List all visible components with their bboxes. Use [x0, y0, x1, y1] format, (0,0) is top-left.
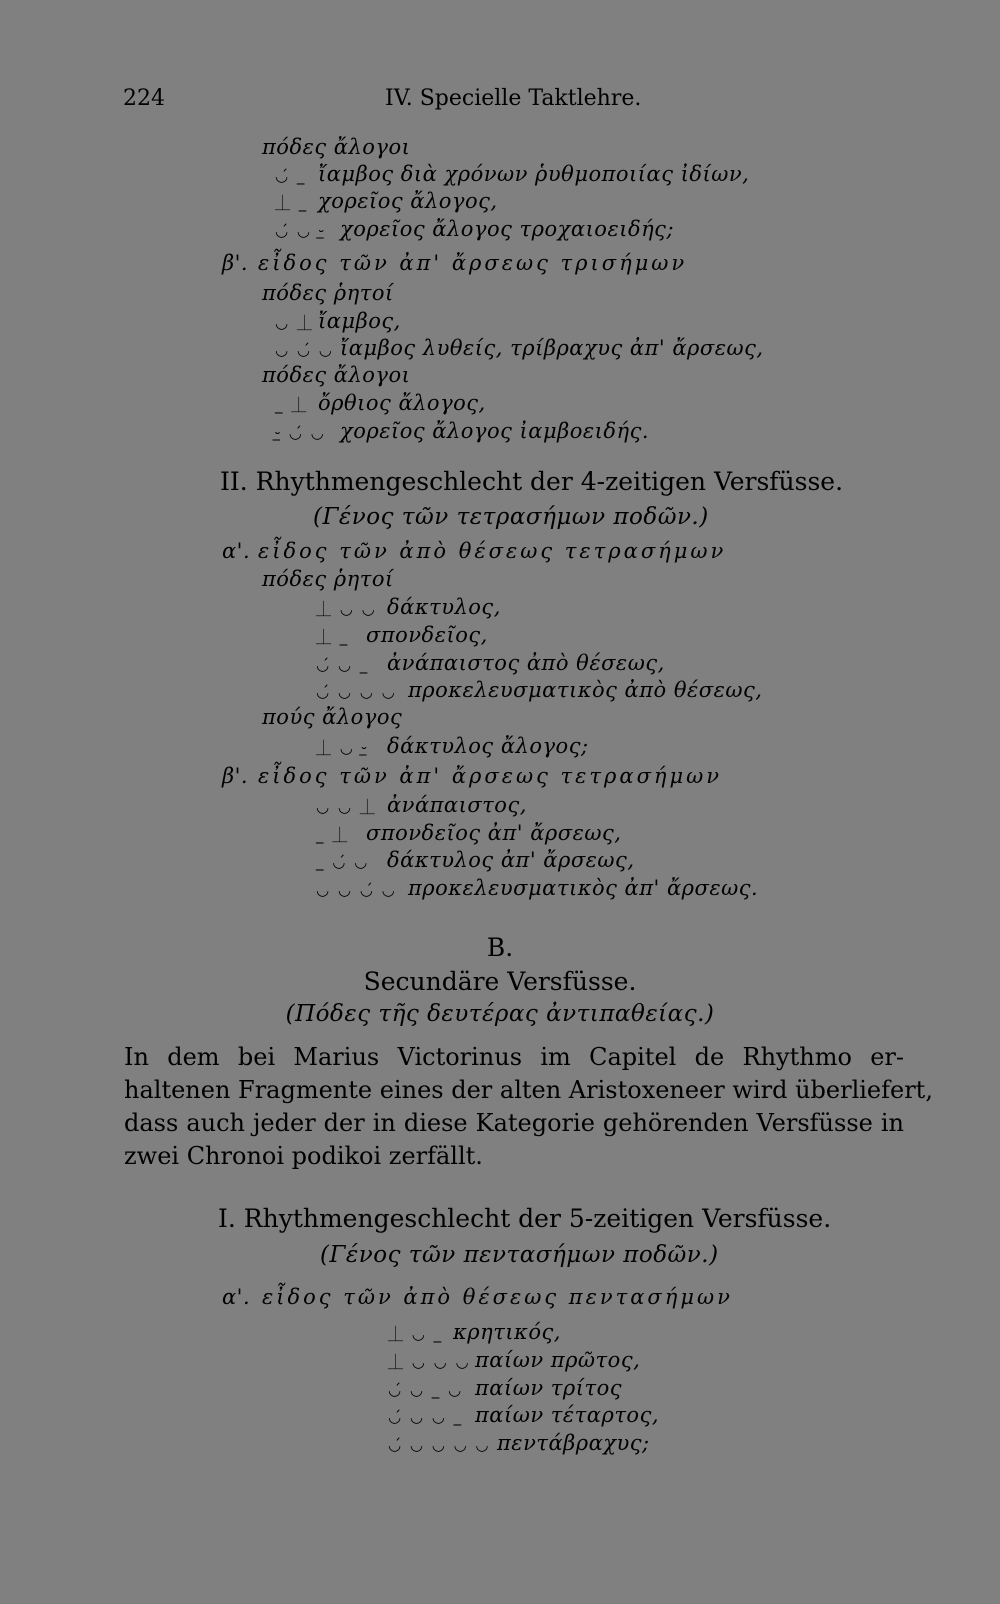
foot-name: ἴαμβος, [318, 309, 401, 333]
foot-name: χορεῖος ἄλογος ἰαμβοειδής. [340, 419, 650, 443]
foot-name: δάκτυλος, [387, 595, 501, 619]
section-subheading: (Γένος τῶν πεντασήμων ποδῶν.) [320, 1242, 719, 1268]
foot-name: παίων πρῶτος, [475, 1348, 641, 1372]
foot-name: χορεῖος ἄλογος, [318, 189, 498, 213]
paragraph-line: dass auch jeder der in diese Kategorie gehörenden Versfüsse in [124, 1109, 904, 1137]
paragraph-line: zwei Chronoi podikoi zerfällt. [124, 1142, 483, 1170]
meter-notation: ◡́ ◡ _ [316, 656, 370, 674]
foot-name: σπονδεῖος, [366, 623, 488, 647]
meter-notation: ⏊ _ [316, 628, 350, 646]
foot-name: ὄρθιος ἄλογος, [318, 391, 486, 415]
part-title: Secundäre Versfüsse. [363, 967, 637, 996]
meter-notation: ◡ ◡ ◡́ ◡ [316, 881, 397, 899]
foot-name: χορεῖος ἄλογος τροχαιοειδής; [340, 217, 675, 241]
paragraph-line: haltenen Fragmente eines der alten Aristoxeneer wird überliefert, [124, 1076, 933, 1104]
foot-name: προκελευσματικὸς ἀπὸ θέσεως, [408, 678, 763, 702]
meter-notation: ⏊ ◡ _ [388, 1325, 444, 1343]
meter-notation: ◡́ ◡ _ ◡ [388, 1381, 464, 1399]
genus-heading: εἶδος τῶν ἀπὸ θέσεως τετρασήμων [258, 539, 727, 563]
meter-notation: ◡́ ◡ ◡ ◡ [316, 683, 397, 701]
foot-name: σπονδεῖος ἀπ' ἄρσεως, [366, 821, 622, 845]
foot-name: κρητικός, [453, 1320, 561, 1344]
foot-name: ἀνάπαιστος ἀπὸ θέσεως, [387, 651, 665, 675]
foot-name: ἴαμβος λυθείς, τρίβραχυς ἀπ' ἄρσεως, [340, 336, 764, 360]
section-subheading: (Γένος τῶν τετρασήμων ποδῶν.) [313, 504, 709, 530]
meter-notation: ⏊ ◡ ◡ ◡ [388, 1353, 471, 1371]
foot-name: δάκτυλος ἀπ' ἄρσεως, [387, 848, 635, 872]
category-label: πούς ἄλογος [262, 705, 403, 729]
section-label: α'. [222, 1285, 251, 1309]
category-label: πόδες ῥητοί [262, 281, 394, 305]
running-title: IV. Specielle Taktlehre. [385, 86, 642, 111]
genus-heading: εἶδος τῶν ἀπ' ἄρσεως τρισήμων [258, 251, 688, 275]
genus-heading: εἶδος τῶν ἀπὸ θέσεως πεντασήμων [262, 1285, 733, 1309]
meter-notation: ◡ ⏊ [275, 314, 314, 332]
section-label: β'. [222, 251, 249, 275]
meter-notation: ◡́ ◡ ⏑̲ [275, 222, 326, 240]
section-heading: I. Rhythmengeschlecht der 5-zeitigen Versfüsse. [218, 1204, 832, 1233]
foot-name: δάκτυλος ἄλογος; [387, 734, 589, 758]
meter-notation: ⏑̲ ◡́ ◡ [275, 424, 326, 442]
foot-name: πεντάβραχυς; [497, 1431, 650, 1455]
meter-notation: _ ⏊ [275, 396, 309, 414]
meter-notation: _ ◡́ ◡ [316, 853, 370, 871]
meter-notation: ◡ ◡ ⏊ [316, 798, 377, 816]
foot-name: ἀνάπαιστος, [387, 793, 527, 817]
meter-notation: ⏊ _ [275, 194, 309, 212]
part-subtitle: (Πόδες τῆς δευτέρας ἀντιπαθείας.) [285, 1001, 715, 1027]
meter-notation: ◡́ ◡ ◡ _ [388, 1408, 464, 1426]
meter-notation: _ ⏊ [316, 826, 350, 844]
meter-notation: ◡́ ◡ ◡ ◡ ◡ [388, 1436, 491, 1454]
category-label: πόδες ἄλογοι [262, 135, 411, 159]
foot-name: παίων τέταρτος, [475, 1403, 660, 1427]
part-letter: B. [486, 933, 514, 962]
section-label: β'. [222, 764, 249, 788]
meter-notation: ⏊ ◡ ◡ [316, 600, 377, 618]
paragraph-line: In dem bei Marius Victorinus im Capitel de Rhythmo er- [124, 1043, 904, 1071]
category-label: πόδες ἄλογοι [262, 363, 411, 387]
section-heading: II. Rhythmengeschlecht der 4-zeitigen Versfüsse. [220, 467, 844, 496]
meter-notation: ◡́ _ [275, 167, 307, 185]
section-label: α'. [222, 539, 251, 563]
meter-notation: ⏊ ◡ ⏑̲ [316, 739, 369, 757]
foot-name: ἴαμβος διὰ χρόνων ῥυθμοποιίας ἰδίων, [318, 162, 750, 186]
category-label: πόδες ῥητοί [262, 567, 394, 591]
page-number: 224 [123, 86, 165, 111]
genus-heading: εἶδος τῶν ἀπ' ἄρσεως τετρασήμων [258, 764, 723, 788]
meter-notation: ◡ ◡́ ◡ [275, 341, 334, 359]
foot-name: προκελευσματικὸς ἀπ' ἄρσεως. [408, 876, 759, 900]
foot-name: παίων τρίτος [475, 1376, 623, 1400]
